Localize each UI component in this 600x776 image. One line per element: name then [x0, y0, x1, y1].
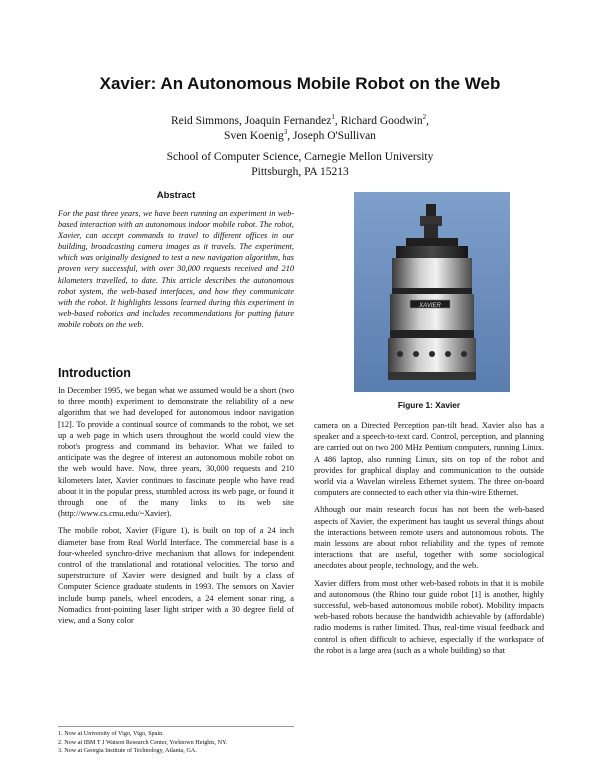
footnote-marker: 2 — [422, 113, 427, 122]
figure-caption: Figure 1: Xavier — [397, 400, 461, 410]
paper-title: Xavier: An Autonomous Mobile Robot on the Web — [99, 74, 501, 93]
footnote: 2. Now at IBM T J Watson Research Center, Yorktown Heights, NY. — [58, 738, 228, 746]
author-text: , Richard Goodwin — [334, 115, 423, 127]
paragraph: Although our main research focus has not been the web-based aspects of Xavier, the experiment has taught us several things about the interactions between remote users and autonomous robots. The main lessons are about robot reliability and the types of remote interactions that are useful, together with some sociological anecdotes about people, technology, and the web. — [314, 505, 544, 571]
author-list — [0, 114, 600, 144]
affiliation — [0, 150, 600, 180]
xavier-robot-image — [354, 192, 510, 392]
affiliation-line-2: Pittsburgh, PA 15213 — [251, 166, 349, 178]
author-text: Reid Simmons, Joaquin Fernandez — [170, 115, 332, 127]
paragraph: Xavier differs from most other web-based robots in that it is mobile and autonomous (the Rhino tour guide robot [1] is another, highly successful, web-based autonomous mobile robot). Mobility impacts web-based robots because the bandwidth achievable by (affordable) radio modems is rather limited. Thus, real-time visual feedback and control is often difficult to achieve, especially if the workspace of the robot is a large area (such as a whole building) so that — [314, 578, 544, 655]
footnote: 1. Now at University of Vigo, Vigo, Spain. — [58, 730, 164, 737]
introduction-heading: Introduction — [58, 366, 131, 380]
author-text: Sven Koenig — [224, 130, 284, 142]
paragraph: camera on a Directed Perception pan-tilt head. Xavier also has a speaker and a speech-to-text card. Control, perception, and planning are carried out on two 200 MHz Pentium computers, running Linux. A 486 laptop, also running Linux, sits on top of the robot and provides for graphical display and communication to the outside world via a Wavelan wireless Ethernet system. The three on-board computers are connected to each other via thin-wire Ethernet. — [314, 421, 544, 498]
author-text: , Joseph O'Sullivan — [287, 130, 376, 142]
footnote-marker: 1 — [331, 113, 335, 122]
abstract-heading: Abstract — [156, 190, 196, 201]
abstract-text: For the past three years, we have been running an experiment in web-based interaction with an autonomous indoor mobile robot. The robot, Xavier, can accept commands to travel to different offices in our building, broadcasting camera images as it travels. The experiment, which was originally designed to test a new navigation algorithm, has proven very successful, with over 30,000 requests received and 210 kilometers travelled, to date. This article describes the autonomous robot system, the web-based interfaces, and how they communicate with the robot. It highlights lessons learned during this experiment in web-based robotics and includes recommendations for putting future mobile robots on the web. — [58, 209, 294, 329]
right-column-body — [314, 420, 544, 662]
footnote-divider — [58, 726, 294, 727]
affiliation-line-1: School of Computer Science, Carnegie Mellon University — [166, 151, 434, 163]
robot-label: XAVIER — [419, 303, 441, 309]
robot-photo — [354, 192, 510, 392]
footnotes — [58, 730, 294, 756]
paragraph: The mobile robot, Xavier (Figure 1), is built on top of a 24 inch diameter base from Real World Interface. The commercial base is a four-wheeled synchro-drive mechanism that allows for independent control of the translational and rotational velocities. The torso and superstructure of Xavier were designed and built by a class of Computer Science graduate students in 1993. The sensors on Xavier include bump panels, wheel encoders, a 24 element sonar ring, a Nomadics front-pointing laser light striper with a 30 degree field of view, and a Sony color — [58, 526, 294, 626]
author-line-1 — [0, 114, 600, 129]
author-line-2 — [0, 129, 600, 144]
paragraph: In December 1995, we began what we assumed would be a short (two to three month) experiment to demonstrate the reliability of a new algorithm that we had developed for autonomous indoor navigation [12]. To provide a continual source of commands to the robot, we set up a web page in which users throughout the world could view the robot's progress and command its behavior. What we failed to anticipate was the degree of interest an autonomous mobile robot on the web would have. Now, three years, 30,000 requests and 210 kilometers later, Xavier continues to fascinate people who have read about it in the popular press, stumbled across its web page, or found it through one of the many links to its web site (http://www.cs.cmu.edu/~Xavier). — [58, 386, 294, 519]
footnote-marker: 3 — [283, 128, 288, 137]
introduction-body — [58, 385, 294, 632]
author-text: , — [426, 115, 430, 127]
footnote: 3. Now at Georgia Institute of Technology, Atlanta, GA. — [58, 747, 197, 755]
